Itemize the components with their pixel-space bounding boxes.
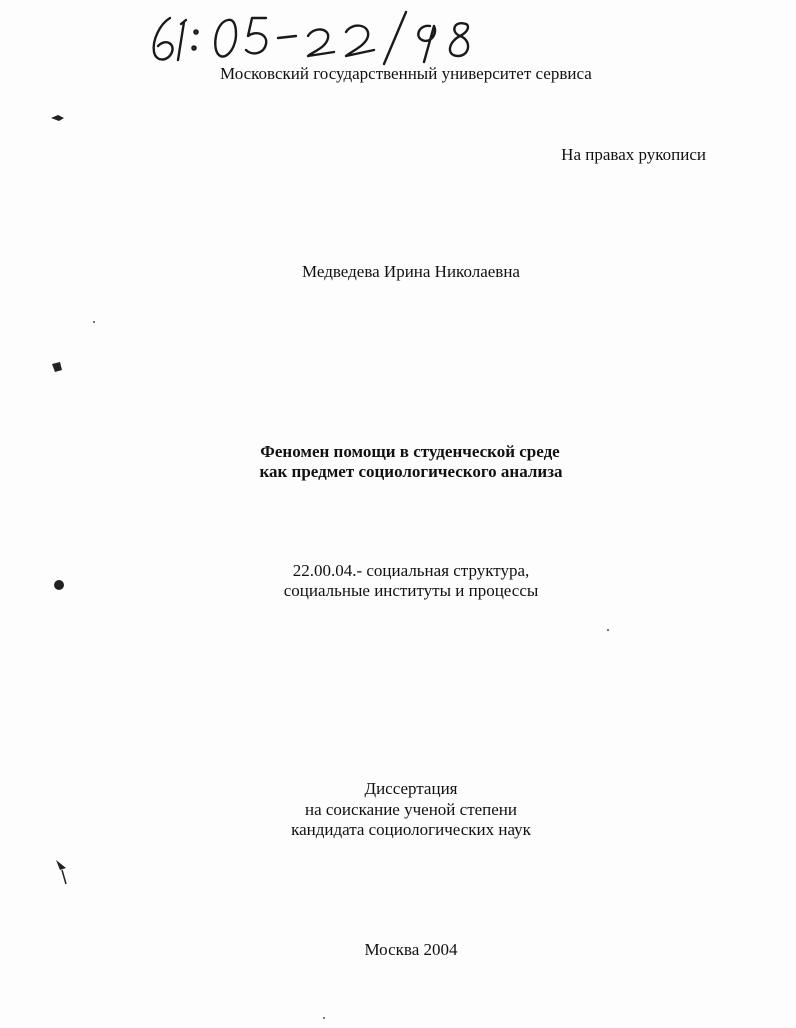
degree-purpose: на соискание ученой степени	[304, 800, 518, 819]
city-year: Москва 2004	[364, 940, 458, 959]
specialty-line-2: социальные институты и процессы	[283, 581, 539, 600]
scan-mark-icon	[48, 110, 68, 126]
rights-note: На правах рукописи	[561, 145, 706, 164]
thesis-title-line-1: Феномен помощи в студенческой среде	[260, 442, 560, 461]
author-name: Медведева Ирина Николаевна	[302, 262, 520, 281]
thesis-title-line-2: как предмет социологического анализа	[259, 462, 563, 481]
scan-mark-icon	[50, 576, 68, 594]
handwritten-archive-code	[148, 6, 488, 68]
degree-name: кандидата социологических наук	[291, 820, 531, 839]
specialty-line-1: 22.00.04.- социальная структура,	[292, 561, 530, 580]
scan-speck	[606, 628, 610, 632]
scan-speck	[322, 1016, 326, 1020]
scan-speck	[92, 320, 96, 324]
university-name: Московский государственный университет сервиса	[220, 64, 592, 83]
dissertation-type: Диссертация	[364, 779, 458, 798]
scan-mark-icon	[48, 358, 66, 376]
scan-mark-icon	[50, 856, 72, 886]
